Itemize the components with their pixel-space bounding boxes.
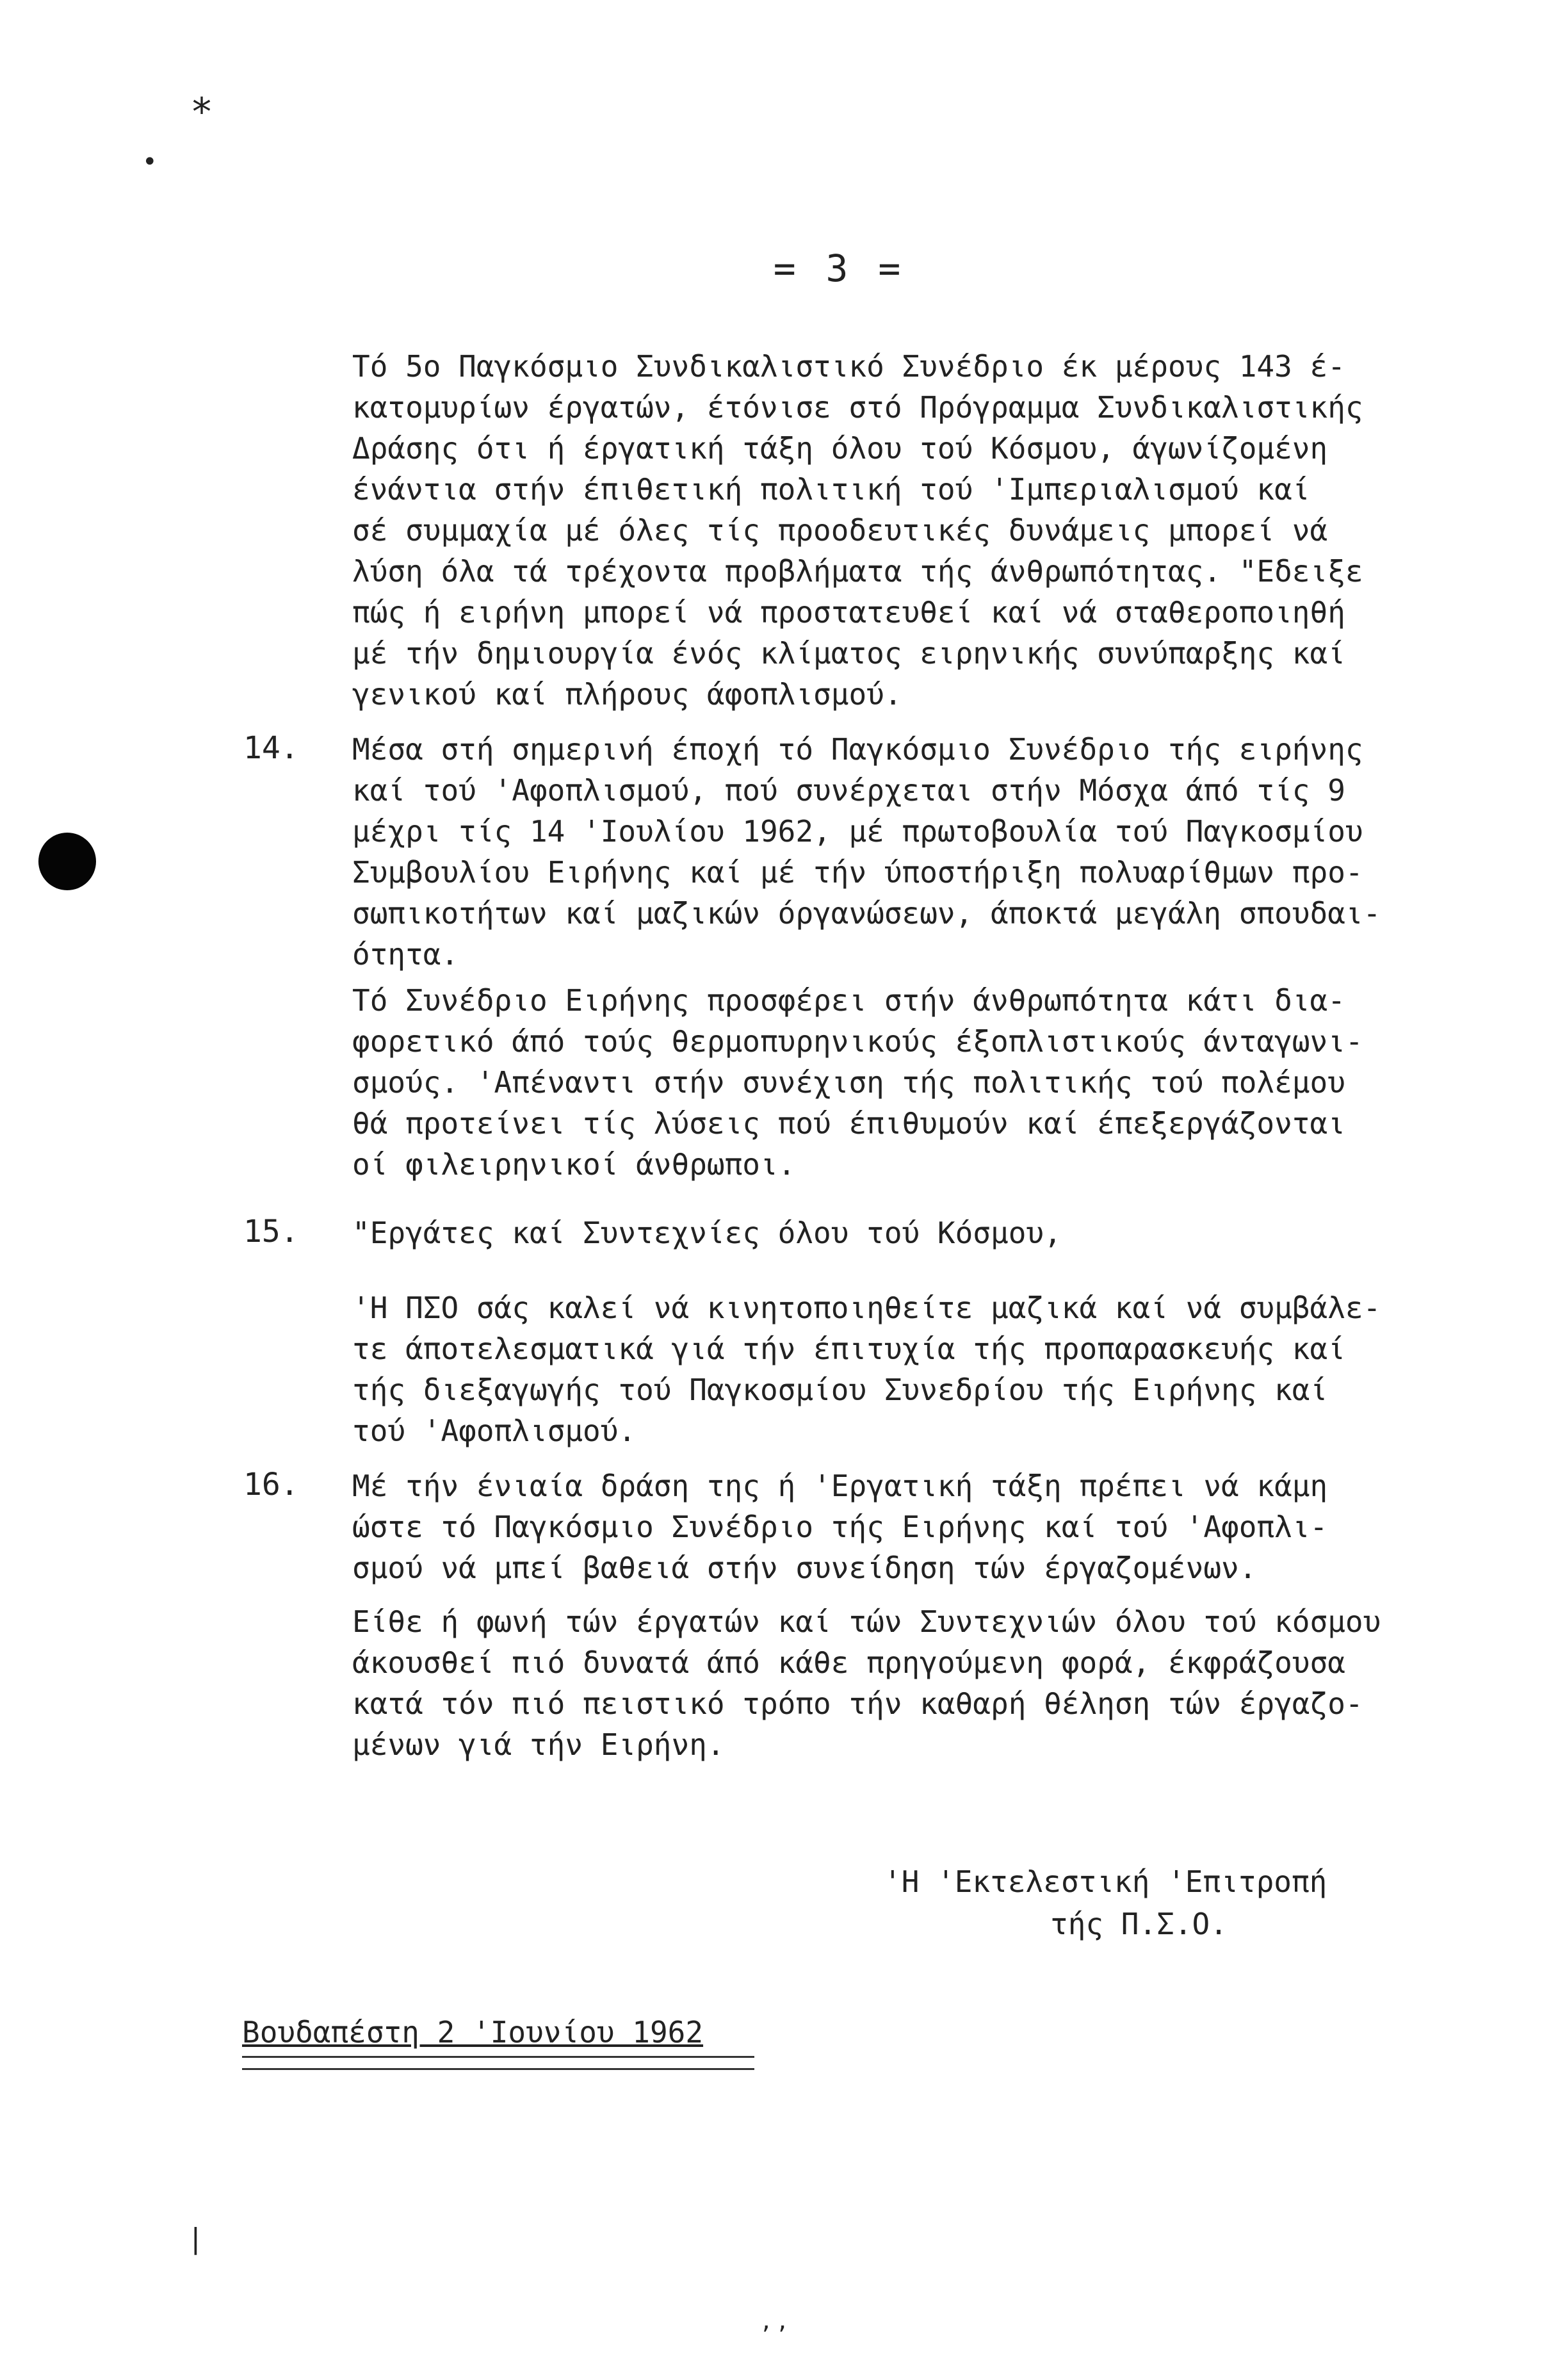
double-rule <box>242 2056 754 2070</box>
paragraph-16 <box>352 1465 1518 1588</box>
text-line: τής διεξαγωγής τού Παγκοσμίου Συνεδρίου τής Ειρήνης καί <box>352 1373 1328 1407</box>
text-line: "Εργάτες καί Συντεχνίες όλου τού Κόσμου, <box>352 1216 1062 1250</box>
paragraph-15b <box>352 1287 1518 1451</box>
page-number: = 3 = <box>773 247 905 290</box>
item-number-16: 16. <box>243 1467 299 1503</box>
text-line: ώστε τό Παγκόσμιο Συνέδριο τής Ειρήνης καί τού 'Αφοπλι- <box>352 1510 1328 1544</box>
ink-mark: * <box>192 90 211 134</box>
text-line: ότητα. <box>352 937 459 972</box>
signature-block <box>884 1861 1460 1945</box>
item-number-14: 14. <box>243 730 299 766</box>
text-line: Τό 5ο Παγκόσμιο Συνδικαλιστικό Συνέδριο έκ μέρους 143 έ- <box>352 349 1345 384</box>
text-line: Είθε ή φωνή τών έργατών καί τών Συντεχνιών όλου τού κόσμου <box>352 1604 1381 1639</box>
text-line: μένων γιά τήν Ειρήνη. <box>352 1727 725 1762</box>
paragraph-15 <box>352 1212 1518 1253</box>
text-line: Μέσα στή σημερινή έποχή τό Παγκόσμιο Συνέδριο τής ειρήνης <box>352 732 1363 767</box>
paragraph-14b <box>352 980 1518 1185</box>
text-line: σμούς. 'Απέναντι στήν συνέχιση τής πολιτικής τού πολέμου <box>352 1065 1345 1100</box>
text-line: σέ συμμαχία μέ όλες τίς προοδευτικές δυνάμεις μπορεί νά <box>352 513 1328 548</box>
text-line: φορετικό άπό τούς θερμοπυρηνικούς έξοπλιστικούς άνταγωνι- <box>352 1024 1363 1059</box>
text-line: Συμβουλίου Ειρήνης καί μέ τήν ύποστήριξη πολυαρίθμων προ- <box>352 855 1363 890</box>
paragraph-16b <box>352 1601 1518 1765</box>
text-line: ένάντια στήν έπιθετική πολιτική τού 'Ιμπεριαλισμού καί <box>352 472 1310 507</box>
paragraph-intro <box>352 346 1518 715</box>
text-line: οί φιλειρηνικοί άνθρωποι. <box>352 1147 796 1182</box>
text-line: Τό Συνέδριο Ειρήνης προσφέρει στήν άνθρωπότητα κάτι δια- <box>352 983 1345 1018</box>
item-number-15: 15. <box>243 1214 299 1250</box>
signature-line: 'Η 'Εκτελεστική 'Επιτροπή <box>884 1864 1327 1899</box>
punch-hole <box>38 833 96 890</box>
text-line: μέχρι τίς 14 'Ιουλίου 1962, μέ πρωτοβουλία τού Παγκοσμίου <box>352 814 1363 849</box>
text-line: σμού νά μπεί βαθειά στήν συνείδηση τών έργαζομένων. <box>352 1551 1257 1585</box>
text-line: κατά τόν πιό πειστικό τρόπο τήν καθαρή θέληση τών έργαζο- <box>352 1686 1363 1721</box>
text-line: πώς ή ειρήνη μπορεί νά προστατευθεί καί νά σταθεροποιηθή <box>352 595 1345 630</box>
paragraph-14 <box>352 729 1518 975</box>
text-line: τε άποτελεσματικά γιά τήν έπιτυχία τής προπαρασκευής καί <box>352 1332 1345 1366</box>
place-date: Βουδαπέστη 2 'Ιουνίου 1962 <box>242 2015 704 2050</box>
text-line: 'Η ΠΣΟ σάς καλεί νά κινητοποιηθείτε μαζικά καί νά συμβάλε- <box>352 1291 1381 1325</box>
text-line: σωπικοτήτων καί μαζικών όργανώσεων, άποκτά μεγάλη σπουδαι- <box>352 896 1381 931</box>
text-line: Δράσης ότι ή έργατική τάξη όλου τού Κόσμου, άγωνίζομένη <box>352 431 1328 466</box>
text-line: άκουσθεί πιό δυνατά άπό κάθε πρηγούμενη φορά, έκφράζουσα <box>352 1645 1345 1680</box>
text-line: Μέ τήν ένιαία δράση της ή 'Εργατική τάξη πρέπει νά κάμη <box>352 1469 1328 1503</box>
text-line: μέ τήν δημιουργία ένός κλίματος ειρηνικής συνύπαρξης καί <box>352 636 1345 671</box>
signature-line: τής Π.Σ.Ο. <box>1050 1907 1228 1941</box>
text-line: γενικού καί πλήρους άφοπλισμού. <box>352 677 902 712</box>
ink-mark: , , <box>762 2306 787 2335</box>
text-line: τού 'Αφοπλισμού. <box>352 1414 637 1448</box>
ink-mark: • <box>142 147 158 177</box>
text-line: καί τού 'Αφοπλισμού, πού συνέρχεται στήν Μόσχα άπό τίς 9 <box>352 773 1345 808</box>
ink-mark: | <box>191 2222 200 2255</box>
text-line: θά προτείνει τίς λύσεις πού έπιθυμούν καί έπεξεργάζονται <box>352 1106 1345 1141</box>
text-line: κατομυρίων έργατών, έτόνισε στό Πρόγραμμα Συνδικαλιστικής <box>352 390 1363 425</box>
text-line: λύση όλα τά τρέχοντα προβλήματα τής άνθρωπότητας. "Εδειξε <box>352 554 1363 589</box>
